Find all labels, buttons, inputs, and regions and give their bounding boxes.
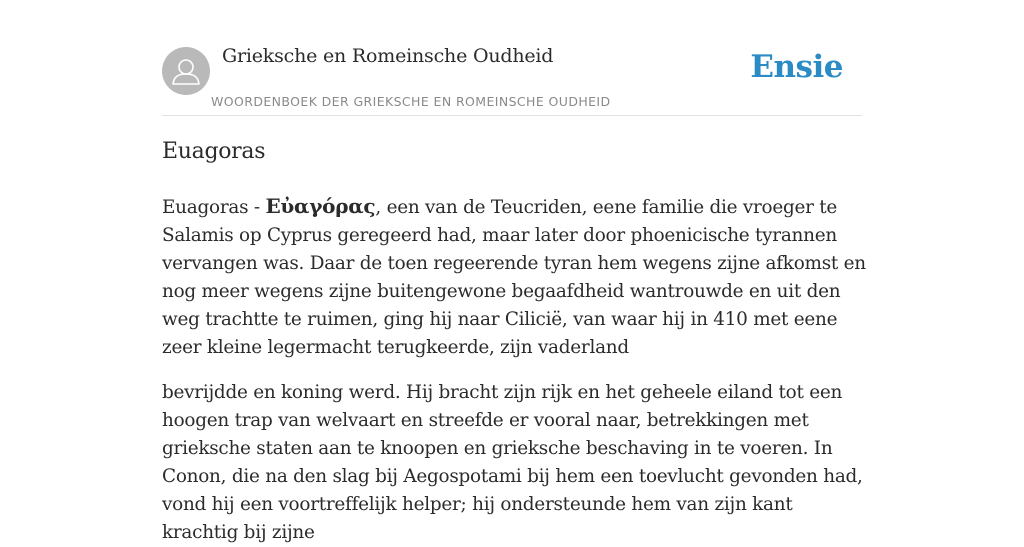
entry-title: Euagoras [162,139,266,164]
user-silhouette-icon [162,47,210,95]
entry-paragraph-continued: bevrijdde en koning werd. Hij bracht zijn rijk en het geheele eiland tot een hoogen trap van welvaart en streefde er vooral naar, betrekkingen met grieksche staten aan te knoopen en grieksche beschaving in te voeren. In Conon, die na den slag bij Aegospotami bij hem een toevlucht gevonden had, vond hij een voortreffelijk helper; hij ondersteunde hem van zijn kant krachtig bij zijne [162,382,863,543]
entry-text: , een van de Teucriden, eene familie die vroeger te Salamis op Cyprus geregeerd had, maar later door phoenicische tyrannen vervangen was. Daar de toen regeerende tyran hem wegens zijne afkomst en nog meer wegens zijne buitengewone begaafdheid wantrouwde en uit den weg trachtte te ruimen, ging hij naar Cilicië, van waar hij in 410 met eene zeer kleine legermacht terugkeerde, zijn vaderland [162,197,866,358]
entry-lead: Euagoras - [162,197,266,218]
entry-paragraph [162,192,868,362]
dictionary-avatar[interactable] [162,47,210,95]
brand-logo-link[interactable]: Ensie [750,49,843,85]
greek-term: Εὐαγόρας [265,194,376,218]
page [162,0,866,543]
header [162,0,862,116]
dictionary-title-link[interactable]: Grieksche en Romeinsche Oudheid [222,45,554,67]
dictionary-subtitle: WOORDENBOEK DER GRIEKSCHE EN ROMEINSCHE OUDHEID [211,94,611,109]
